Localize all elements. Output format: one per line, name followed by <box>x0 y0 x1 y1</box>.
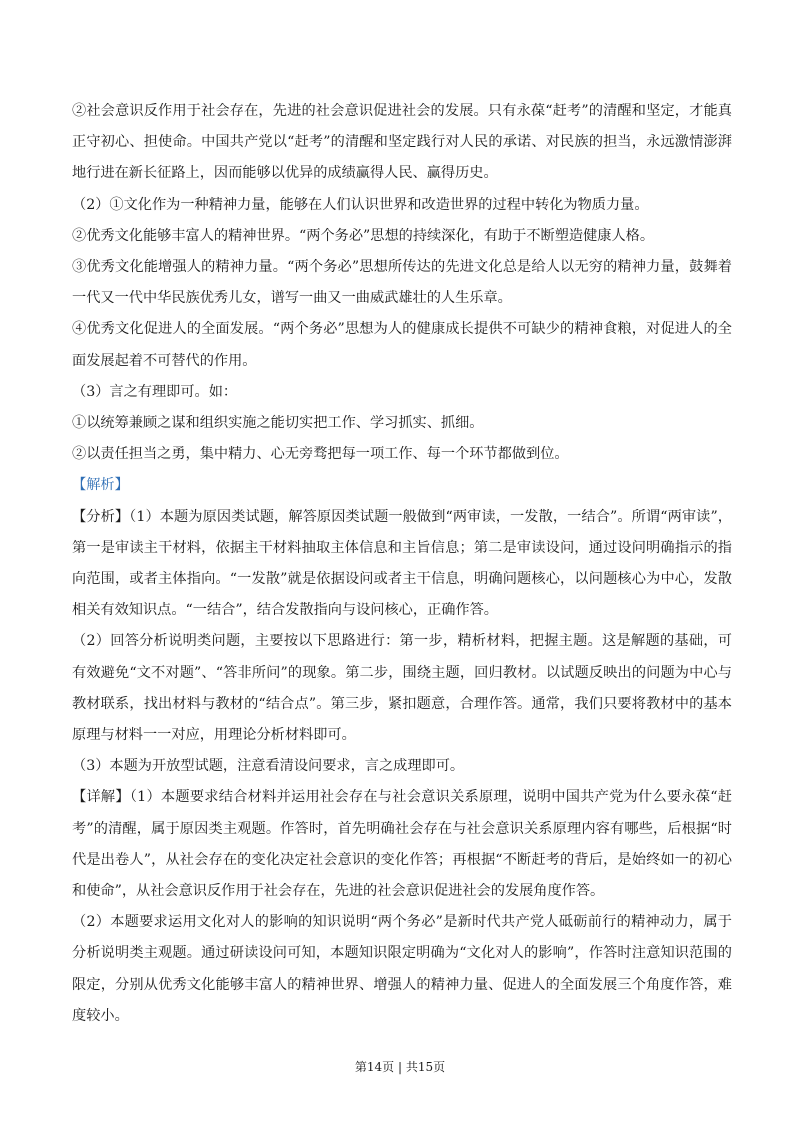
analysis-paragraph: （3）本题为开放型试题，注意看清设问要求，言之成理即可。 <box>72 758 465 775</box>
answer-paragraph: ②社会意识反作用于社会存在，先进的社会意识促进社会的发展。只有永葆“赶考”的清醒和坚定，才能真正守初心、担使命。中国共产党以“赶考”的清醒和坚定践行对人民的承诺、对民族的担当，永远激情澎湃地行进在新长征路上，因而能够以优异的成绩赢得人民、赢得历史。 <box>72 103 732 182</box>
answer-paragraph: （2）①文化作为一种精神力量，能够在人们认识世界和改造世界的过程中转化为物质力量。 <box>72 196 649 213</box>
analysis-paragraph: 【分析】（1）本题为原因类试题，解答原因类试题一般做到“两审读，一发散，一结合”。所谓“两审读”，第一是审读主干材料，依据主干材料抽取主体信息和主旨信息；第二是审读设问，通过设问明确指示的指向范围，或者主体指向。“一发散”就是依据设问或者主干信息，明确问题核心，以问题核心为中心，发散相关有效知识点。“一结合”，结合发散指向与设问核心，正确作答。 <box>72 508 732 619</box>
analysis-paragraph: （2）回答分析说明类问题，主要按以下思路进行：第一步，精析材料，把握主题。这是解题的基础，可有效避免“文不对题”、“答非所问”的现象。第二步，围绕主题，回归教材。以试题反映出的问题为中心与教材联系，找出材料与教材的“结合点”。第三步，紧扣题意，合理作答。通常，我们只要将教材中的基本原理与材料一一对应，用理论分析材料即可。 <box>72 633 732 744</box>
page-footer: 第14页 | 共15页 <box>354 1060 446 1074</box>
document-page <box>72 96 732 1032</box>
answer-paragraph: ①以统筹兼顾之谋和组织实施之能切实把工作、学习抓实、抓细。 <box>72 415 484 432</box>
answer-paragraph: （3）言之有理即可。如： <box>72 383 238 400</box>
answer-paragraph: ④优秀文化促进人的全面发展。“两个务必”思想为人的健康成长提供不可缺少的精神食粮，对促进人的全面发展起着不可替代的作用。 <box>72 321 732 369</box>
analysis-paragraph: （2）本题要求运用文化对人的影响的知识说明“两个务必”是新时代共产党人砥砺前行的精神动力，属于分析说明类主观题。通过研读设问可知，本题知识限定明确为“文化对人的影响”，作答时注意知识范围的限定，分别从优秀文化能够丰富人的精神世界、增强人的精神力量、促进人的全面发展三个角度作答，难度较小。 <box>72 914 732 1024</box>
analysis-heading: 【解析】 <box>72 477 129 494</box>
answer-paragraph: ③优秀文化能增强人的精神力量。“两个务必”思想所传达的先进文化总是给人以无穷的精神力量，鼓舞着一代又一代中华民族优秀儿女，谱写一曲又一曲威武雄壮的人生乐章。 <box>72 259 732 307</box>
answer-paragraph: ②优秀文化能够丰富人的精神世界。“两个务必”思想的持续深化，有助于不断塑造健康人格。 <box>72 227 655 244</box>
answer-paragraph: ②以责任担当之勇，集中精力、心无旁骛把每一项工作、每一个环节都做到位。 <box>72 446 569 463</box>
analysis-paragraph: 【详解】（1）本题要求结合材料并运用社会存在与社会意识关系原理，说明中国共产党为什么要永葆“赶考”的清醒，属于原因类主观题。作答时，首先明确社会存在与社会意识关系原理内容有哪些，后根据“时代是出卷人”，从社会存在的变化决定社会意识的变化作答；再根据“不断赶考的背后，是始终如一的初心和使命”，从社会意识反作用于社会存在，先进的社会意识促进社会的发展角度作答。 <box>72 789 732 900</box>
